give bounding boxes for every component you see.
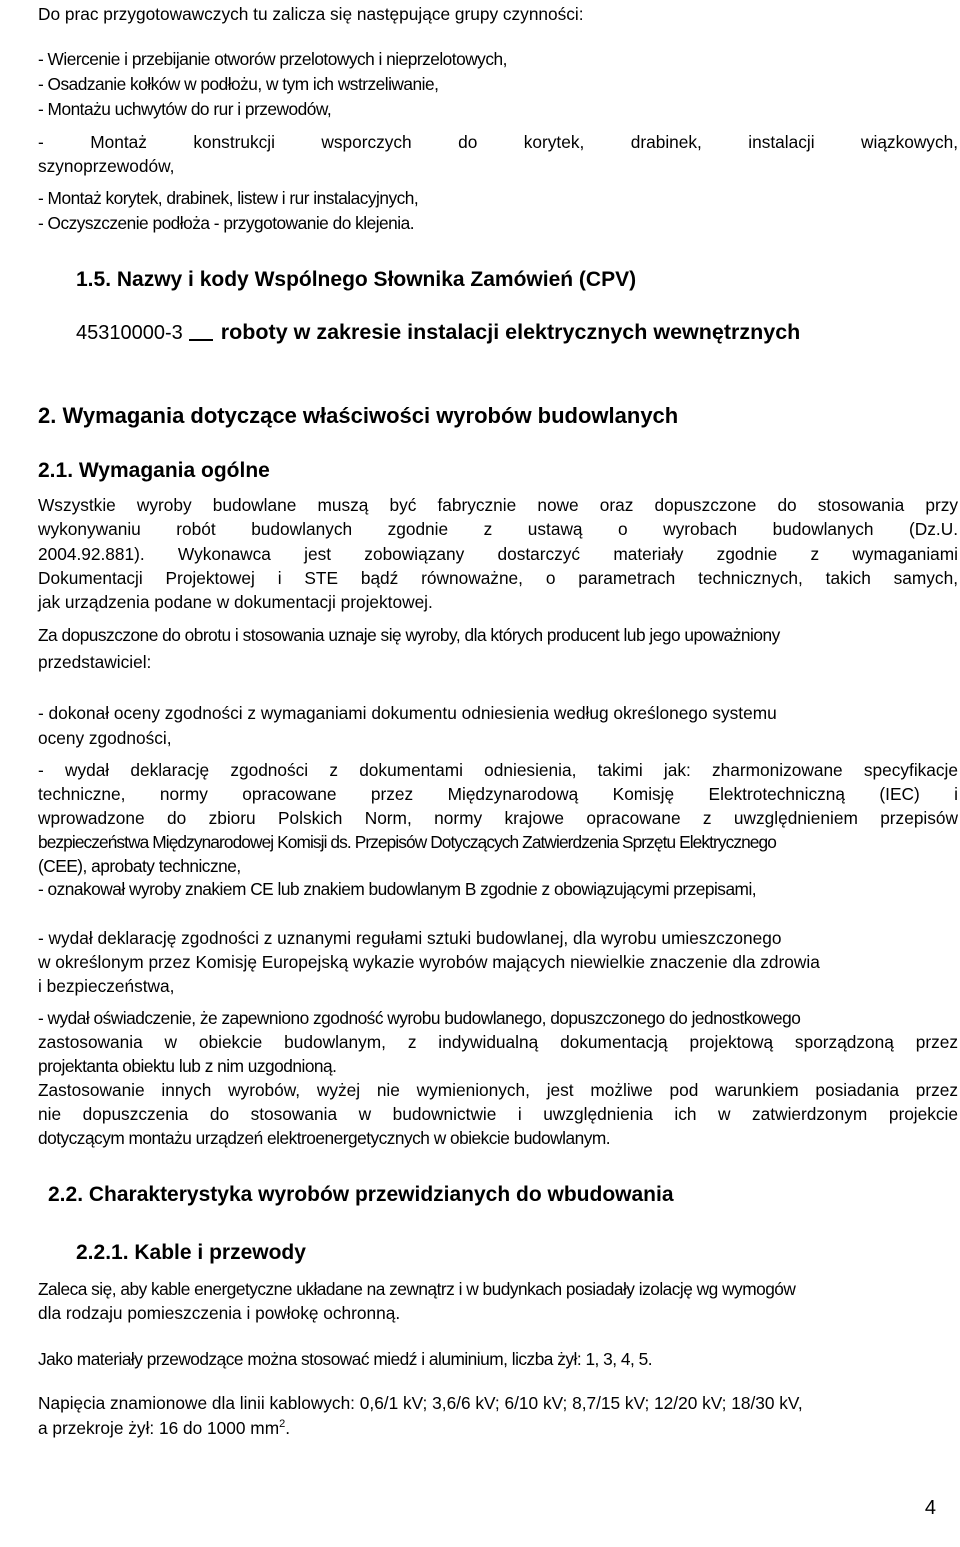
bullet-line: i bezpieczeństwa, [38, 976, 175, 996]
paragraph-line: przedstawiciel: [38, 652, 152, 672]
paragraph-line: Dokumentacji Projektowej i STE bądź równoważne, o parametrach technicznych, takich samych, [38, 568, 958, 588]
bullet-line: w określonym przez Komisję Europejską wykazie wyrobów mających niewielkie znaczenie dla zdrowia [38, 952, 820, 972]
cpv-dash [189, 339, 213, 341]
page-number: 4 [924, 1497, 936, 1519]
prep-list-item: - Wiercenie i przebijanie otworów przelotowych i nieprzelotowych, [38, 49, 507, 69]
section-heading-2-1: 2.1. Wymagania ogólne [38, 459, 270, 482]
bullet-line: wprowadzone do zbioru Polskich Norm, normy krajowe opracowane z uwzględnieniem przepisów [38, 808, 958, 828]
paragraph-line: Zastosowanie innych wyrobów, wyżej nie wymienionych, jest możliwe pod warunkiem posiadania przez [38, 1080, 958, 1100]
cross-section-text: a przekroje żył: 16 do 1000 mm [38, 1418, 280, 1438]
superscript: 2 [279, 1418, 286, 1431]
paragraph-line: wykonywaniu robót budowlanych zgodnie z ustawą o wyrobach budowlanych (Dz.U. [38, 519, 958, 539]
paragraph-line: Wszystkie wyroby budowlane muszą być fabrycznie nowe oraz dopuszczone do stosowania przy [38, 495, 958, 515]
period: . [285, 1418, 291, 1438]
prep-list-item: - Montażu uchwytów do rur i przewodów, [38, 99, 332, 119]
bullet-line: projektanta obiektu lub z nim uzgodnioną. [38, 1056, 337, 1076]
paragraph-line: Napięcia znamionowe dla linii kablowych: 0,6/1 kV; 3,6/6 kV; 6/10 kV; 8,7/15 kV; 12/20 kV; 18/30 kV, [38, 1393, 803, 1413]
paragraph-line: 2004.92.881). Wykonawca jest zobowiązany dostarczyć materiały zgodnie z wymaganiami [38, 544, 958, 564]
cpv-title: roboty w zakresie instalacji elektrycznych wewnętrznych [220, 320, 801, 344]
section-heading-2-2-1: 2.2.1. Kable i przewody [76, 1241, 306, 1264]
intro-heading: Do prac przygotowawczych tu zalicza się następujące grupy czynności: [38, 4, 584, 24]
prep-list-item: - Osadzanie kołków w podłożu, w tym ich wstrzeliwanie, [38, 74, 439, 94]
bullet-line: oceny zgodności, [38, 728, 172, 748]
bullet-line: zastosowania w obiekcie budowlanym, z indywidualną dokumentacją projektową sporządzoną przez [38, 1032, 958, 1052]
bullet-line: - dokonał oceny zgodności z wymaganiami dokumentu odniesienia według określonego systemu [38, 703, 777, 723]
bullet-line: bezpieczeństwa Międzynarodowej Komisji ds. Przepisów Dotyczących Zatwierdzenia Sprzętu Elektrycznego [38, 832, 776, 852]
bullet-line: - oznakował wyroby znakiem CE lub znakiem budowlanym B zgodnie z obowiązującymi przepisami, [38, 879, 757, 899]
paragraph-line [38, 1420, 958, 1437]
bullet-line: techniczne, normy opracowane przez Międzynarodową Komisję Elektrotechniczną (IEC) i [38, 784, 958, 804]
paragraph-line: jak urządzenia podane w dokumentacji projektowej. [38, 592, 433, 612]
paragraph-line: nie dopuszczenia do stosowania w budownictwie i uwzględnienia ich w zatwierdzonym projekcie [38, 1104, 958, 1124]
paragraph-line: dla rodzaju pomieszczenia i powłokę ochronną. [38, 1303, 401, 1323]
paragraph-line: Za dopuszczone do obrotu i stosowania uznaje się wyroby, dla których producent lub jego upoważniony [38, 625, 780, 645]
paragraph-line: Zaleca się, aby kable energetyczne układane na zewnątrz i w budynkach posiadały izolację wg wymogów [38, 1279, 796, 1299]
bullet-line: - wydał oświadczenie, że zapewniono zgodność wyrobu budowlanego, dopuszczonego do jednostkowego [38, 1008, 801, 1028]
prep-list-item: - Oczyszczenie podłoża - przygotowanie do klejenia. [38, 213, 415, 233]
bullet-line: - wydał deklarację zgodności z dokumentami odniesienia, takimi jak: zharmonizowane specyfikacje [38, 760, 958, 780]
cpv-code: 45310000-3 [76, 322, 183, 344]
paragraph-line: Jako materiały przewodzące można stosować miedź i aluminium, liczba żył: 1, 3, 4, 5. [38, 1349, 652, 1369]
prep-list-item: szynoprzewodów, [38, 156, 175, 176]
bullet-line: (CEE), aprobaty techniczne, [38, 856, 241, 876]
bullet-line: - wydał deklarację zgodności z uznanymi regułami sztuki budowlanej, dla wyrobu umieszczonego [38, 928, 782, 948]
cpv-line [76, 322, 960, 344]
section-heading-2: 2. Wymagania dotyczące właściwości wyrobów budowlanych [38, 403, 679, 428]
paragraph-line: dotyczącym montażu urządzeń elektroenergetycznych w obiekcie budowlanym. [38, 1128, 611, 1148]
prep-list-item: - Montaż korytek, drabinek, listew i rur instalacyjnych, [38, 188, 419, 208]
prep-list-item: - Montaż konstrukcji wsporczych do korytek, drabinek, instalacji wiązkowych, [38, 132, 958, 152]
section-heading-1-5: 1.5. Nazwy i kody Wspólnego Słownika Zamówień (CPV) [76, 268, 637, 291]
section-heading-2-2: 2.2. Charakterystyka wyrobów przewidzianych do wbudowania [48, 1183, 674, 1206]
